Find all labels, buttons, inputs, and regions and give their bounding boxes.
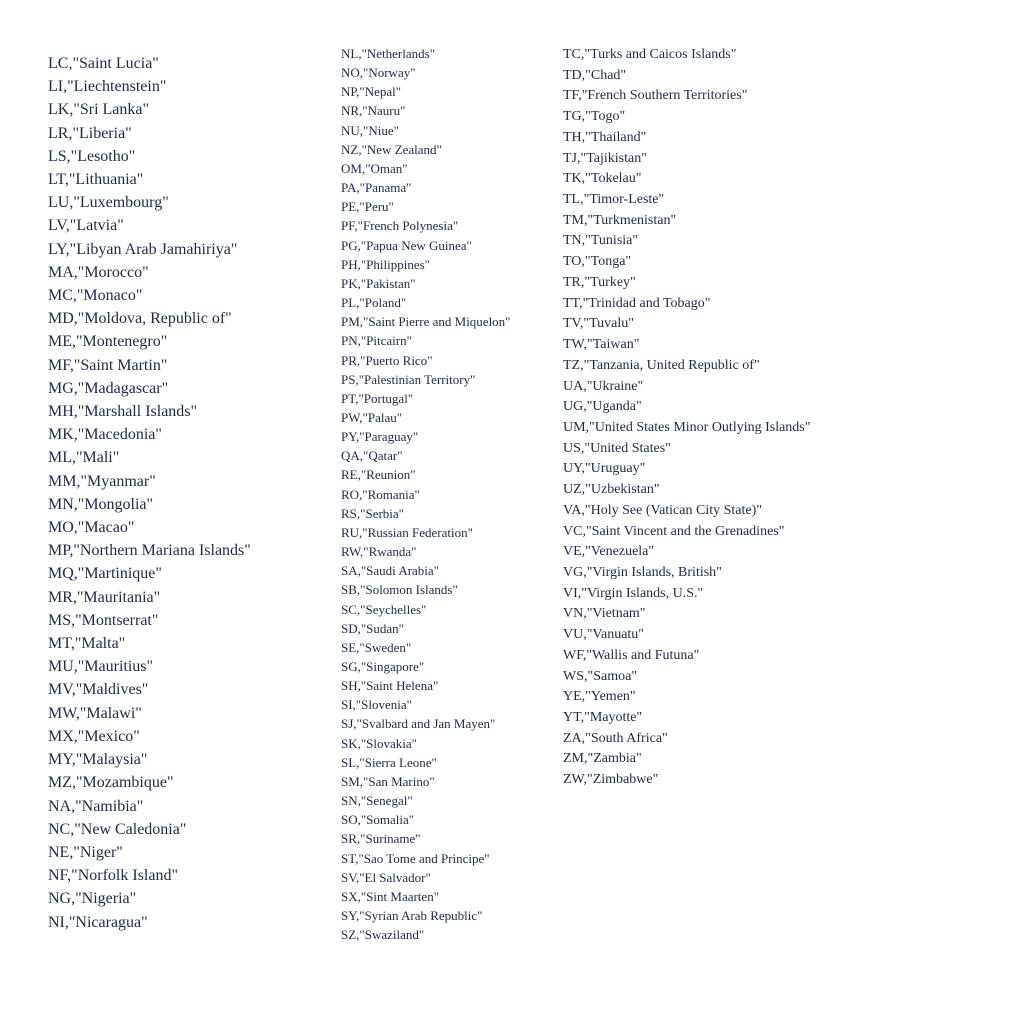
country-entry: RU,"Russian Federation" <box>341 524 473 540</box>
country-entry: LT,"Lithuania" <box>48 171 144 189</box>
country-entry: SJ,"Svalbard and Jan Mayen" <box>341 716 496 732</box>
country-entry: MD,"Moldova, Republic of" <box>48 310 232 328</box>
country-entry: PW,"Palau" <box>341 409 403 425</box>
country-entry: RO,"Romania" <box>341 486 420 502</box>
country-entry: NC,"New Caledonia" <box>48 820 187 838</box>
country-entry: ST,"Sao Tome and Principe" <box>341 850 490 866</box>
country-entry: MX,"Mexico" <box>48 727 140 745</box>
country-entry: WS,"Samoa" <box>563 668 638 684</box>
country-entry: MT,"Malta" <box>48 635 126 653</box>
country-entry: MM,"Myanmar" <box>48 472 156 490</box>
country-entry: MS,"Montserrat" <box>48 611 159 629</box>
country-entry: SE,"Sweden" <box>341 639 412 655</box>
country-entry: PS,"Palestinian Territory" <box>341 371 476 387</box>
country-entry: TL,"Timor-Leste" <box>563 192 665 208</box>
country-entry: RS,"Serbia" <box>341 505 404 521</box>
country-entry: YE,"Yemen" <box>563 689 636 705</box>
country-entry: PM,"Saint Pierre and Miquelon" <box>341 314 511 330</box>
country-entry: LY,"Libyan Arab Jamahiriya" <box>48 240 238 258</box>
country-entry: TR,"Turkey" <box>563 274 636 290</box>
country-entry: TC,"Turks and Caicos Islands" <box>563 47 737 62</box>
country-entry: MN,"Mongolia" <box>48 495 154 513</box>
country-entry: NG,"Nigeria" <box>48 890 137 908</box>
country-entry: TG,"Togo" <box>563 109 626 125</box>
country-entry: WF,"Wallis and Futuna" <box>563 647 700 663</box>
country-entry: NU,"Niue" <box>341 122 399 138</box>
country-entry: PG,"Papua New Guinea" <box>341 237 472 253</box>
country-entry: ZA,"South Africa" <box>563 730 668 746</box>
country-entry: NZ,"New Zealand" <box>341 141 442 157</box>
country-entry: TH,"Thailand" <box>563 129 647 145</box>
country-list-column-1 <box>48 52 251 934</box>
country-entry: QA,"Qatar" <box>341 448 403 464</box>
country-entry: SL,"Sierra Leone" <box>341 754 437 770</box>
country-entry: VN,"Vietnam" <box>563 606 646 622</box>
country-entry: PE,"Peru" <box>341 199 394 215</box>
country-entry: ZW,"Zimbabwe" <box>563 772 659 788</box>
country-entry: NA,"Namibia" <box>48 797 144 815</box>
country-entry: PT,"Portugal" <box>341 390 414 406</box>
country-entry: MV,"Maldives" <box>48 681 149 699</box>
country-entry: NP,"Nepal" <box>341 84 402 100</box>
country-entry: MR,"Mauritania" <box>48 588 161 606</box>
country-entry: PY,"Paraguay" <box>341 429 419 445</box>
country-entry: VA,"Holy See (Vatican City State)" <box>563 502 762 518</box>
country-entry: SB,"Solomon Islands" <box>341 582 458 598</box>
country-entry: SX,"Sint Maarten" <box>341 888 439 904</box>
country-entry: UA,"Ukraine" <box>563 378 644 394</box>
country-entry: PK,"Pakistan" <box>341 275 416 291</box>
country-entry: MC,"Monaco" <box>48 287 143 305</box>
country-entry: SC,"Seychelles" <box>341 601 427 617</box>
country-entry: SY,"Syrian Arab Republic" <box>341 908 483 924</box>
country-entry: US,"United States" <box>563 440 671 456</box>
country-entry: TJ,"Tajikistan" <box>563 150 647 166</box>
country-entry: LV,"Latvia" <box>48 217 124 235</box>
country-entry: YT,"Mayotte" <box>563 710 643 725</box>
country-entry: PR,"Puerto Rico" <box>341 352 433 368</box>
country-entry: OM,"Oman" <box>341 160 408 176</box>
country-list-column-2 <box>341 44 511 944</box>
country-entry: VC,"Saint Vincent and the Grenadines" <box>563 523 785 539</box>
country-entry: LC,"Saint Lucia" <box>48 55 159 72</box>
country-entry: ME,"Montenegro" <box>48 333 168 351</box>
country-entry: TW,"Taiwan" <box>563 337 640 353</box>
country-entry: MH,"Marshall Islands" <box>48 403 198 421</box>
country-entry: LU,"Luxembourg" <box>48 194 169 212</box>
country-entry: TD,"Chad" <box>563 67 627 83</box>
country-entry: MO,"Macao" <box>48 519 135 537</box>
country-entry: PH,"Philippines" <box>341 256 430 272</box>
country-entry: MY,"Malaysia" <box>48 751 148 769</box>
country-list-column-3 <box>563 45 810 791</box>
country-entry: SH,"Saint Helena" <box>341 678 439 694</box>
country-entry: MZ,"Mozambique" <box>48 774 174 792</box>
country-entry: NE,"Niger" <box>48 843 123 861</box>
country-entry: UZ,"Uzbekistan" <box>563 482 660 498</box>
country-entry: SR,"Suriname" <box>341 831 421 847</box>
country-entry: SI,"Slovenia" <box>341 697 412 713</box>
country-entry: TK,"Tokelau" <box>563 171 642 187</box>
country-entry: TV,"Tuvalu" <box>563 316 634 332</box>
country-entry: UG,"Uganda" <box>563 399 642 415</box>
country-entry: TZ,"Tanzania, United Republic of" <box>563 357 760 373</box>
country-entry: SZ,"Swaziland" <box>341 927 425 943</box>
country-entry: ZM,"Zambia" <box>563 751 642 767</box>
country-entry: SV,"El Salvador" <box>341 869 431 885</box>
country-entry: TT,"Trinidad and Tobago" <box>563 295 711 311</box>
country-entry: LI,"Liechtenstein" <box>48 78 167 96</box>
country-entry: NR,"Nauru" <box>341 103 406 119</box>
country-entry: LS,"Lesotho" <box>48 147 136 165</box>
country-entry: UM,"United States Minor Outlying Islands" <box>563 419 811 435</box>
country-entry: LR,"Liberia" <box>48 124 132 142</box>
country-entry: SO,"Somalia" <box>341 812 415 828</box>
country-entry: PL,"Poland" <box>341 295 407 311</box>
country-entry: MG,"Madagascar" <box>48 379 169 397</box>
country-entry: TN,"Tunisia" <box>563 233 639 249</box>
country-entry: SA,"Saudi Arabia" <box>341 563 439 579</box>
country-entry: MU,"Mauritius" <box>48 658 154 676</box>
country-entry: NI,"Nicaragua" <box>48 913 148 931</box>
country-entry: NF,"Norfolk Island" <box>48 867 178 885</box>
country-entry: SG,"Singapore" <box>341 659 425 674</box>
country-entry: PF,"French Polynesia" <box>341 218 459 234</box>
country-entry: MF,"Saint Martin" <box>48 356 168 374</box>
country-entry: VU,"Vanuatu" <box>563 627 645 643</box>
country-entry: TF,"French Southern Territories" <box>563 88 748 104</box>
country-entry: VI,"Virgin Islands, U.S." <box>563 585 704 601</box>
country-entry: TM,"Turkmenistan" <box>563 212 677 228</box>
country-entry: MW,"Malawi" <box>48 704 142 722</box>
country-entry: TO,"Tonga" <box>563 254 632 270</box>
country-entry: RE,"Reunion" <box>341 467 416 483</box>
country-entry: UY,"Uruguay" <box>563 461 646 477</box>
country-entry: SK,"Slovakia" <box>341 735 417 751</box>
country-entry: SN,"Senegal" <box>341 793 413 809</box>
country-entry: SD,"Sudan" <box>341 620 404 636</box>
country-entry: PA,"Panama" <box>341 180 412 196</box>
country-entry: PN,"Pitcairn" <box>341 333 412 349</box>
country-entry: MA,"Morocco" <box>48 263 149 281</box>
country-entry: VG,"Virgin Islands, British" <box>563 564 722 580</box>
country-entry: LK,"Sri Lanka" <box>48 101 150 119</box>
country-entry: MP,"Northern Mariana Islands" <box>48 542 251 560</box>
country-entry: NL,"Netherlands" <box>341 46 436 61</box>
country-entry: VE,"Venezuela" <box>563 544 655 560</box>
country-entry: NO,"Norway" <box>341 65 416 81</box>
country-entry: RW,"Rwanda" <box>341 544 417 560</box>
country-entry: SM,"San Marino" <box>341 773 435 789</box>
country-entry: MQ,"Martinique" <box>48 565 162 583</box>
country-entry: MK,"Macedonia" <box>48 426 162 444</box>
country-entry: ML,"Mali" <box>48 449 120 467</box>
